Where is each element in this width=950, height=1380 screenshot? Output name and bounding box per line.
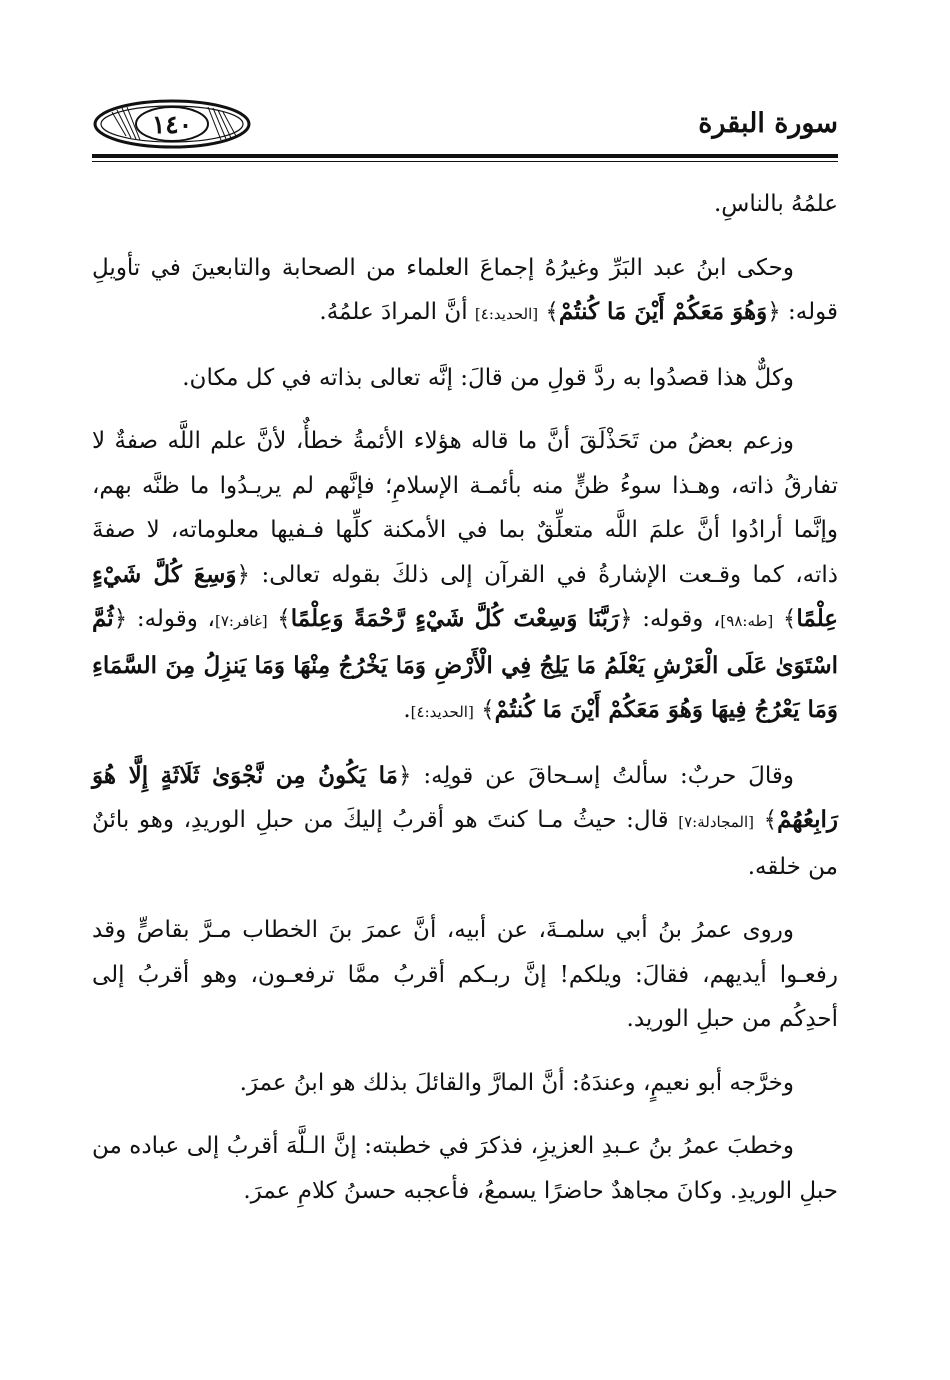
ornate-bracket-close: ﴾ — [545, 299, 559, 325]
ornate-bracket-close: ﴾ — [782, 606, 797, 632]
header-rule-thin — [92, 161, 838, 162]
ornate-bracket-open: ﴿ — [236, 561, 251, 588]
paragraph — [92, 1124, 838, 1213]
quran-quote — [277, 605, 632, 632]
ornate-bracket-open: ﴿ — [767, 299, 781, 325]
paragraph-text: وزعم بعضُ من تَحَذْلَقَ أنَّ ما قاله هؤلاء الأئمةُ خطأٌ، لأنَّ علم اللَّه صفةٌ لا تفارقُ ذاته، وهـذا سوءُ ظنٍّ منه بأئمـة الإسلامِ؛ فإنَّهم لم يريـدُوا ما ظنَّه بهم، وإنَّما أرادُوا أنَّ علمَ اللَّه متعلِّقٌ بما في الأمكنة كلِّها فـفيها معلوماته، لا صفةَ ذاته، كما وقـعت الإشارةُ في القرآن إلى ذلكَ بقوله تعالى: — [92, 428, 839, 588]
ornate-bracket-open: ﴿ — [113, 606, 128, 632]
paragraph-text: علمُهُ بالناسِ. — [713, 191, 838, 217]
paragraph — [92, 356, 838, 401]
quran-quote — [545, 298, 780, 325]
paragraph-text: ، وقوله: — [642, 606, 721, 632]
page-number: ١٤٠ — [151, 109, 193, 139]
paragraph — [92, 908, 838, 1042]
page-body — [92, 182, 838, 1232]
paragraph — [92, 246, 838, 337]
surah-title: سورة البقرة — [698, 108, 838, 139]
verse-reference: [الحديد:٤] — [474, 305, 539, 323]
paragraph — [92, 754, 838, 890]
paragraph-text: وخرَّجه أبو نعيمٍ، وعندَهُ: أنَّ المارَّ والقائلَ بذلك هو ابنُ عمرَ. — [239, 1069, 794, 1096]
paragraph-text: وقالَ حربٌ: سألتُ إسـحاقَ عن قولِه: — [423, 762, 794, 789]
page-header — [92, 98, 838, 160]
paragraph-text: وروى عمرُ بنُ أبي سلمـةَ، عن أبيه، أنَّ عمرَ بنَ الخطاب مـرَّ بقاصٍّ وقد رفعـوا أيديهم، فقالَ: ويلكم! إنَّ ربـكم أقربُ ممَّا ترفعـون، وهو أقربُ إلى أحدِكُم من حبلِ الوريد. — [92, 917, 838, 1032]
ornate-bracket-open: ﴿ — [397, 762, 412, 789]
paragraph-text: وكلٌّ هذا قصدُوا به ردَّ قولِ من قالَ: إنَّه تعالى بذاته في كل مكان. — [182, 364, 794, 391]
paragraph-text: . — [403, 697, 411, 723]
paragraph-text: ، وقوله: — [136, 606, 215, 632]
quran-text: وَهُوَ مَعَكُمْ أَيْنَ مَا كُنتُمْ — [558, 298, 768, 325]
quran-text: رَبَّنَا وَسِعْتَ كُلَّ شَيْءٍ رَّحْمَةً وَعِلْمًا — [290, 605, 620, 632]
verse-reference: [الحديد:٤] — [410, 703, 474, 721]
verse-reference: [غافر:٧] — [214, 612, 268, 630]
paragraph — [92, 419, 838, 735]
paragraph-continuation — [92, 182, 838, 227]
paragraph-text: قال: حيثُ مـا كنتَ هو أقربُ إليكَ من حبلِ الوريدِ، وهو بائنٌ من خلقه. — [92, 807, 838, 880]
paragraph-text: وحكى ابنُ عبد البَرِّ وغيرُهُ إجماعَ العلماء من الصحابة والتابعينَ في تأويلِ قوله: — [92, 254, 838, 325]
paragraph-text: أنَّ المرادَ علمُهُ. — [319, 299, 468, 325]
paragraph-text: وخطبَ عمرُ بنُ عـبدِ العزيزِ، فذكرَ في خطبته: إنَّ الـلَّهَ أقربُ إلى عباده من حبلِ الوريدِ. وكانَ مجاهدٌ حاضرًا يسمعُ، فأعجبه حسنُ كلامِ عمرَ. — [92, 1133, 838, 1204]
verse-reference: [المجادلة:٧] — [678, 813, 755, 831]
paragraph — [92, 1061, 838, 1106]
ornate-bracket-close: ﴾ — [763, 807, 778, 833]
header-rule-thick — [92, 154, 838, 158]
quran-text: وَسِعَ كُلَّ شَيْءٍ عِلْمًا — [92, 560, 839, 632]
ornate-bracket-open: ﴿ — [619, 606, 633, 632]
ornate-bracket-close: ﴾ — [277, 606, 291, 632]
quran-text: ثُمَّ اسْتَوَىٰ عَلَى الْعَرْشِ يَعْلَمُ مَا يَلِجُ فِي الْأَرْضِ وَمَا يَخْرُجُ مِنْهَا وَمَا يَنزِلُ مِنَ السَّمَاءِ وَمَا يَعْرُجُ فِيهَا وَهُوَ مَعَكُمْ أَيْنَ مَا كُنتُمْ — [92, 605, 838, 723]
verse-reference: [طه:٩٨] — [720, 612, 774, 630]
ornate-bracket-close: ﴾ — [481, 697, 495, 723]
quran-text: مَا يَكُونُ مِن نَّجْوَىٰ ثَلَاثَةٍ إِلَّا هُوَ رَابِعُهُمْ — [92, 761, 838, 833]
